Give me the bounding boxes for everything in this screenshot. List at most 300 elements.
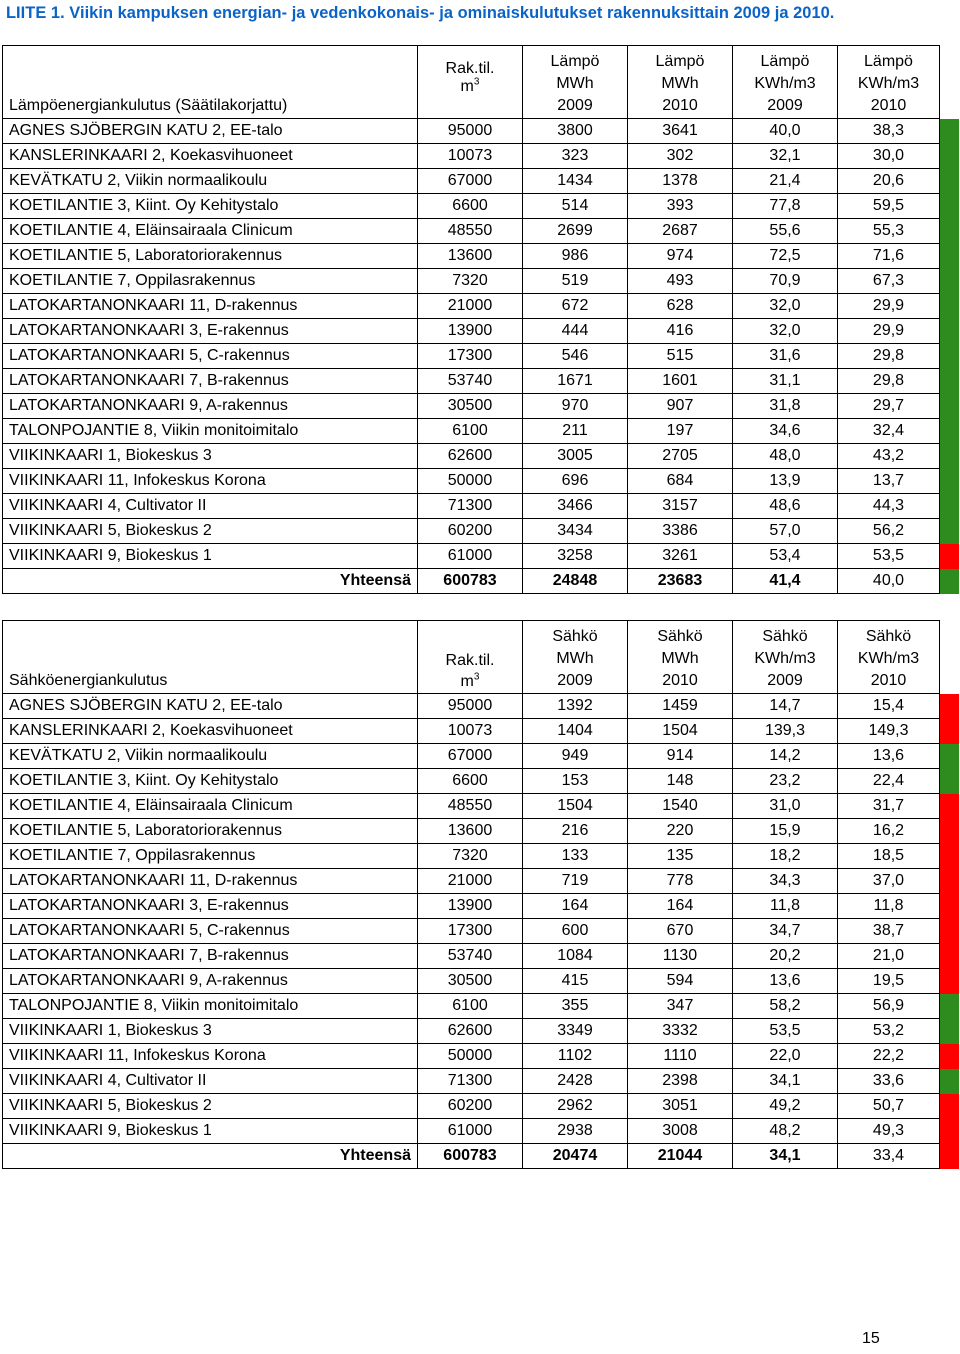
mwh-2009: 216 (523, 819, 628, 844)
table-row (3, 344, 959, 369)
kwh-per-m3-2009: 34,6 (733, 419, 838, 444)
mwh-2009: 3258 (523, 544, 628, 569)
header-area-unit (418, 671, 522, 692)
mwh-2010: 1130 (628, 944, 733, 969)
table-row (3, 194, 959, 219)
total-label: Yhteensä (3, 1144, 418, 1169)
header-c4-line: 2010 (870, 672, 907, 689)
kwh-per-m3-2010: 29,8 (838, 369, 940, 394)
building-name: LATOKARTANONKAARI 9, A-rakennus (3, 969, 418, 994)
total-kwh-per-m3-2009: 34,1 (733, 1144, 838, 1169)
trend-indicator (940, 1069, 959, 1094)
table-row (3, 1019, 959, 1044)
header-c1-line: MWh (556, 650, 594, 667)
kwh-per-m3-2009: 49,2 (733, 1094, 838, 1119)
trend-indicator (940, 969, 959, 994)
mwh-2009: 3434 (523, 519, 628, 544)
kwh-per-m3-2009: 70,9 (733, 269, 838, 294)
floor-area: 6100 (418, 994, 523, 1019)
mwh-2010: 197 (628, 419, 733, 444)
mwh-2009: 1671 (523, 369, 628, 394)
trend-indicator (940, 919, 959, 944)
kwh-per-m3-2009: 34,3 (733, 869, 838, 894)
kwh-per-m3-2010: 49,3 (838, 1119, 940, 1144)
header-row (3, 621, 959, 694)
mwh-2009: 3005 (523, 444, 628, 469)
mwh-2010: 2705 (628, 444, 733, 469)
header-c4-line: 2010 (870, 97, 907, 114)
kwh-per-m3-2009: 14,2 (733, 744, 838, 769)
table-row (3, 844, 959, 869)
building-name: KOETILANTIE 7, Oppilasrakennus (3, 269, 418, 294)
mwh-2010: 1540 (628, 794, 733, 819)
header-c3-line: Lämpö (760, 53, 810, 70)
mwh-2010: 684 (628, 469, 733, 494)
mwh-2009: 986 (523, 244, 628, 269)
header-c3-line: KWh/m3 (754, 650, 816, 667)
floor-area: 62600 (418, 1019, 523, 1044)
building-name: VIIKINKAARI 5, Biokeskus 2 (3, 519, 418, 544)
building-name: VIIKINKAARI 9, Biokeskus 1 (3, 1119, 418, 1144)
kwh-per-m3-2009: 34,7 (733, 919, 838, 944)
mwh-2009: 3800 (523, 119, 628, 144)
trend-indicator (940, 344, 959, 369)
kwh-per-m3-2009: 48,0 (733, 444, 838, 469)
total-area: 600783 (418, 1144, 523, 1169)
kwh-per-m3-2010: 56,9 (838, 994, 940, 1019)
mwh-2010: 1504 (628, 719, 733, 744)
kwh-per-m3-2010: 32,4 (838, 419, 940, 444)
mwh-2009: 2962 (523, 1094, 628, 1119)
kwh-per-m3-2009: 139,3 (733, 719, 838, 744)
page-number: 15 (862, 1330, 880, 1347)
header-area-label: Rak.til. (445, 652, 495, 669)
header-area (418, 621, 523, 694)
page-title: LIITE 1. Viikin kampuksen energian- ja vedenkokonais- ja ominaiskulutukset rakennuksittain 2009 ja 2010. (6, 4, 835, 22)
header-c4-line: Lämpö (864, 53, 913, 70)
mwh-2009: 672 (523, 294, 628, 319)
table-row (3, 819, 959, 844)
floor-area: 71300 (418, 494, 523, 519)
trend-indicator (940, 944, 959, 969)
mwh-2009: 546 (523, 344, 628, 369)
electricity-consumption-table (2, 620, 959, 1169)
mwh-2010: 3157 (628, 494, 733, 519)
kwh-per-m3-2010: 71,6 (838, 244, 940, 269)
kwh-per-m3-2009: 23,2 (733, 769, 838, 794)
header-indicator-spacer (940, 46, 959, 119)
kwh-per-m3-2009: 55,6 (733, 219, 838, 244)
mwh-2010: 3261 (628, 544, 733, 569)
kwh-per-m3-2010: 53,5 (838, 544, 940, 569)
mwh-2010: 3386 (628, 519, 733, 544)
kwh-per-m3-2009: 34,1 (733, 1069, 838, 1094)
building-name: VIIKINKAARI 11, Infokeskus Korona (3, 469, 418, 494)
trend-indicator (940, 494, 959, 519)
kwh-per-m3-2009: 53,5 (733, 1019, 838, 1044)
mwh-2009: 1084 (523, 944, 628, 969)
building-name: KOETILANTIE 5, Laboratoriorakennus (3, 244, 418, 269)
table-row (3, 744, 959, 769)
header-c1 (523, 46, 628, 119)
building-name: VIIKINKAARI 1, Biokeskus 3 (3, 1019, 418, 1044)
trend-indicator (940, 544, 959, 569)
building-name: KEVÄTKATU 2, Viikin normaalikoulu (3, 169, 418, 194)
kwh-per-m3-2010: 11,8 (838, 894, 940, 919)
mwh-2009: 323 (523, 144, 628, 169)
trend-indicator (940, 119, 959, 144)
trend-indicator (940, 369, 959, 394)
floor-area: 67000 (418, 744, 523, 769)
kwh-per-m3-2010: 59,5 (838, 194, 940, 219)
floor-area: 50000 (418, 1044, 523, 1069)
table-row (3, 919, 959, 944)
table-row (3, 719, 959, 744)
mwh-2010: 416 (628, 319, 733, 344)
header-c2 (628, 46, 733, 119)
mwh-2009: 949 (523, 744, 628, 769)
kwh-per-m3-2010: 33,6 (838, 1069, 940, 1094)
kwh-per-m3-2010: 50,7 (838, 1094, 940, 1119)
floor-area: 21000 (418, 869, 523, 894)
mwh-2009: 514 (523, 194, 628, 219)
mwh-2009: 444 (523, 319, 628, 344)
header-c4-line: Sähkö (865, 628, 912, 645)
header-c1-line: Lämpö (550, 53, 600, 70)
trend-indicator (940, 444, 959, 469)
total-mwh-2010: 23683 (628, 569, 733, 594)
kwh-per-m3-2010: 15,4 (838, 694, 940, 719)
header-c2-line: 2010 (662, 672, 698, 689)
building-name: VIIKINKAARI 4, Cultivator II (3, 1069, 418, 1094)
table-row (3, 319, 959, 344)
floor-area: 6600 (418, 194, 523, 219)
kwh-per-m3-2009: 22,0 (733, 1044, 838, 1069)
header-c4-line: KWh/m3 (857, 650, 920, 667)
floor-area: 6100 (418, 419, 523, 444)
kwh-per-m3-2009: 31,8 (733, 394, 838, 419)
kwh-per-m3-2010: 13,6 (838, 744, 940, 769)
floor-area: 48550 (418, 794, 523, 819)
table-row (3, 869, 959, 894)
table-row (3, 519, 959, 544)
trend-indicator (940, 394, 959, 419)
building-name: KANSLERINKAARI 2, Koekasvihuoneet (3, 719, 418, 744)
building-name: AGNES SJÖBERGIN KATU 2, EE-talo (3, 119, 418, 144)
table-row (3, 444, 959, 469)
kwh-per-m3-2010: 29,9 (838, 294, 940, 319)
mwh-2009: 2699 (523, 219, 628, 244)
header-area-unit-base: m (460, 78, 474, 95)
table-row (3, 794, 959, 819)
trend-indicator (940, 244, 959, 269)
trend-indicator (940, 694, 959, 719)
mwh-2010: 515 (628, 344, 733, 369)
mwh-2009: 211 (523, 419, 628, 444)
trend-indicator (940, 819, 959, 844)
building-name: VIIKINKAARI 9, Biokeskus 1 (3, 544, 418, 569)
kwh-per-m3-2010: 21,0 (838, 944, 940, 969)
building-name: TALONPOJANTIE 8, Viikin monitoimitalo (3, 419, 418, 444)
mwh-2010: 2687 (628, 219, 733, 244)
total-row (3, 569, 959, 594)
kwh-per-m3-2010: 56,2 (838, 519, 940, 544)
table-row (3, 1119, 959, 1144)
kwh-per-m3-2009: 31,1 (733, 369, 838, 394)
floor-area: 61000 (418, 544, 523, 569)
mwh-2010: 594 (628, 969, 733, 994)
mwh-2009: 2938 (523, 1119, 628, 1144)
floor-area: 95000 (418, 694, 523, 719)
floor-area: 10073 (418, 719, 523, 744)
mwh-2010: 670 (628, 919, 733, 944)
trend-indicator (940, 869, 959, 894)
kwh-per-m3-2010: 38,3 (838, 119, 940, 144)
floor-area: 50000 (418, 469, 523, 494)
heat-consumption-table (2, 45, 959, 594)
header-c1-line: Sähkö (552, 628, 598, 645)
trend-indicator (940, 169, 959, 194)
floor-area: 13600 (418, 819, 523, 844)
mwh-2009: 970 (523, 394, 628, 419)
building-name: KEVÄTKATU 2, Viikin normaalikoulu (3, 744, 418, 769)
mwh-2009: 600 (523, 919, 628, 944)
kwh-per-m3-2009: 77,8 (733, 194, 838, 219)
total-kwh-per-m3-2010: 40,0 (838, 569, 940, 594)
mwh-2010: 778 (628, 869, 733, 894)
header-area-unit-exponent: 3 (473, 671, 480, 683)
kwh-per-m3-2009: 57,0 (733, 519, 838, 544)
kwh-per-m3-2010: 19,5 (838, 969, 940, 994)
kwh-per-m3-2009: 72,5 (733, 244, 838, 269)
table-row (3, 119, 959, 144)
mwh-2010: 3008 (628, 1119, 733, 1144)
table-row (3, 219, 959, 244)
header-area (418, 46, 523, 119)
table-row (3, 144, 959, 169)
kwh-per-m3-2009: 48,2 (733, 1119, 838, 1144)
kwh-per-m3-2010: 30,0 (838, 144, 940, 169)
total-area: 600783 (418, 569, 523, 594)
building-name: LATOKARTANONKAARI 7, B-rakennus (3, 369, 418, 394)
kwh-per-m3-2009: 58,2 (733, 994, 838, 1019)
floor-area: 67000 (418, 169, 523, 194)
trend-indicator (940, 319, 959, 344)
header-c3-line: KWh/m3 (754, 75, 816, 92)
mwh-2010: 1459 (628, 694, 733, 719)
total-trend-indicator (940, 569, 959, 594)
floor-area: 13900 (418, 894, 523, 919)
mwh-2009: 2428 (523, 1069, 628, 1094)
building-name: LATOKARTANONKAARI 3, E-rakennus (3, 894, 418, 919)
kwh-per-m3-2009: 14,7 (733, 694, 838, 719)
header-c2-line: Lämpö (655, 53, 705, 70)
mwh-2009: 1102 (523, 1044, 628, 1069)
trend-indicator (940, 1019, 959, 1044)
total-trend-indicator (940, 1144, 959, 1169)
table-row (3, 494, 959, 519)
table-row (3, 294, 959, 319)
header-area-label: Rak.til. (445, 60, 495, 77)
building-name: LATOKARTANONKAARI 5, C-rakennus (3, 344, 418, 369)
building-name: LATOKARTANONKAARI 11, D-rakennus (3, 869, 418, 894)
kwh-per-m3-2010: 22,2 (838, 1044, 940, 1069)
mwh-2010: 3332 (628, 1019, 733, 1044)
table-row (3, 994, 959, 1019)
table-row (3, 694, 959, 719)
kwh-per-m3-2010: 29,9 (838, 319, 940, 344)
floor-area: 53740 (418, 944, 523, 969)
mwh-2009: 415 (523, 969, 628, 994)
building-name: LATOKARTANONKAARI 9, A-rakennus (3, 394, 418, 419)
header-indicator-spacer (940, 621, 959, 694)
mwh-2010: 493 (628, 269, 733, 294)
mwh-2010: 1378 (628, 169, 733, 194)
floor-area: 17300 (418, 344, 523, 369)
mwh-2010: 1110 (628, 1044, 733, 1069)
header-c3 (733, 46, 838, 119)
kwh-per-m3-2010: 13,7 (838, 469, 940, 494)
trend-indicator (940, 844, 959, 869)
building-name: KOETILANTIE 4, Eläinsairaala Clinicum (3, 794, 418, 819)
mwh-2009: 3349 (523, 1019, 628, 1044)
kwh-per-m3-2009: 15,9 (733, 819, 838, 844)
table-row (3, 244, 959, 269)
trend-indicator (940, 1044, 959, 1069)
table-row (3, 169, 959, 194)
kwh-per-m3-2009: 31,6 (733, 344, 838, 369)
mwh-2010: 2398 (628, 1069, 733, 1094)
kwh-per-m3-2010: 43,2 (838, 444, 940, 469)
kwh-per-m3-2009: 32,0 (733, 319, 838, 344)
building-name: LATOKARTANONKAARI 5, C-rakennus (3, 919, 418, 944)
mwh-2009: 133 (523, 844, 628, 869)
header-c3-line: Sähkö (762, 628, 808, 645)
kwh-per-m3-2010: 37,0 (838, 869, 940, 894)
building-name: AGNES SJÖBERGIN KATU 2, EE-talo (3, 694, 418, 719)
total-mwh-2010: 21044 (628, 1144, 733, 1169)
kwh-per-m3-2010: 29,7 (838, 394, 940, 419)
trend-indicator (940, 769, 959, 794)
kwh-per-m3-2009: 31,0 (733, 794, 838, 819)
total-row (3, 1144, 959, 1169)
table-row (3, 469, 959, 494)
mwh-2009: 355 (523, 994, 628, 1019)
building-name: KANSLERINKAARI 2, Koekasvihuoneet (3, 144, 418, 169)
trend-indicator (940, 1119, 959, 1144)
trend-indicator (940, 744, 959, 769)
kwh-per-m3-2010: 31,7 (838, 794, 940, 819)
kwh-per-m3-2010: 44,3 (838, 494, 940, 519)
building-name: VIIKINKAARI 11, Infokeskus Korona (3, 1044, 418, 1069)
mwh-2009: 164 (523, 894, 628, 919)
header-area-unit (418, 78, 522, 96)
floor-area: 30500 (418, 394, 523, 419)
total-label: Yhteensä (3, 569, 418, 594)
kwh-per-m3-2010: 20,6 (838, 169, 940, 194)
mwh-2010: 974 (628, 244, 733, 269)
header-c4-line: KWh/m3 (857, 75, 920, 92)
kwh-per-m3-2009: 53,4 (733, 544, 838, 569)
floor-area: 95000 (418, 119, 523, 144)
kwh-per-m3-2009: 32,1 (733, 144, 838, 169)
floor-area: 21000 (418, 294, 523, 319)
mwh-2010: 302 (628, 144, 733, 169)
kwh-per-m3-2010: 55,3 (838, 219, 940, 244)
mwh-2010: 3641 (628, 119, 733, 144)
building-name: KOETILANTIE 7, Oppilasrakennus (3, 844, 418, 869)
header-c3-line: 2009 (767, 97, 803, 114)
total-mwh-2009: 24848 (523, 569, 628, 594)
trend-indicator (940, 1094, 959, 1119)
total-kwh-per-m3-2010: 33,4 (838, 1144, 940, 1169)
mwh-2010: 907 (628, 394, 733, 419)
mwh-2010: 914 (628, 744, 733, 769)
table-row (3, 1094, 959, 1119)
building-name: LATOKARTANONKAARI 3, E-rakennus (3, 319, 418, 344)
trend-indicator (940, 144, 959, 169)
kwh-per-m3-2009: 21,4 (733, 169, 838, 194)
mwh-2010: 3051 (628, 1094, 733, 1119)
mwh-2009: 1392 (523, 694, 628, 719)
floor-area: 13900 (418, 319, 523, 344)
table-row (3, 1069, 959, 1094)
header-area-unit-base: m (460, 673, 474, 690)
mwh-2010: 347 (628, 994, 733, 1019)
floor-area: 60200 (418, 1094, 523, 1119)
building-name: KOETILANTIE 4, Eläinsairaala Clinicum (3, 219, 418, 244)
floor-area: 48550 (418, 219, 523, 244)
trend-indicator (940, 469, 959, 494)
header-c2-line: 2010 (662, 97, 698, 114)
building-name: VIIKINKAARI 4, Cultivator II (3, 494, 418, 519)
header-c4 (838, 46, 940, 119)
building-name: TALONPOJANTIE 8, Viikin monitoimitalo (3, 994, 418, 1019)
mwh-2010: 393 (628, 194, 733, 219)
kwh-per-m3-2009: 18,2 (733, 844, 838, 869)
table-row (3, 369, 959, 394)
header-c2 (628, 621, 733, 694)
kwh-per-m3-2009: 40,0 (733, 119, 838, 144)
header-c4 (838, 621, 940, 694)
header-row (3, 46, 959, 119)
table-row (3, 394, 959, 419)
floor-area: 61000 (418, 1119, 523, 1144)
floor-area: 71300 (418, 1069, 523, 1094)
trend-indicator (940, 894, 959, 919)
floor-area: 62600 (418, 444, 523, 469)
building-name: LATOKARTANONKAARI 11, D-rakennus (3, 294, 418, 319)
kwh-per-m3-2010: 22,4 (838, 769, 940, 794)
floor-area: 13600 (418, 244, 523, 269)
kwh-per-m3-2009: 13,6 (733, 969, 838, 994)
floor-area: 60200 (418, 519, 523, 544)
trend-indicator (940, 719, 959, 744)
floor-area: 7320 (418, 269, 523, 294)
mwh-2009: 3466 (523, 494, 628, 519)
floor-area: 30500 (418, 969, 523, 994)
mwh-2010: 628 (628, 294, 733, 319)
mwh-2009: 696 (523, 469, 628, 494)
mwh-2010: 1601 (628, 369, 733, 394)
kwh-per-m3-2010: 53,2 (838, 1019, 940, 1044)
floor-area: 6600 (418, 769, 523, 794)
mwh-2009: 519 (523, 269, 628, 294)
trend-indicator (940, 269, 959, 294)
mwh-2009: 719 (523, 869, 628, 894)
trend-indicator (940, 419, 959, 444)
kwh-per-m3-2010: 18,5 (838, 844, 940, 869)
